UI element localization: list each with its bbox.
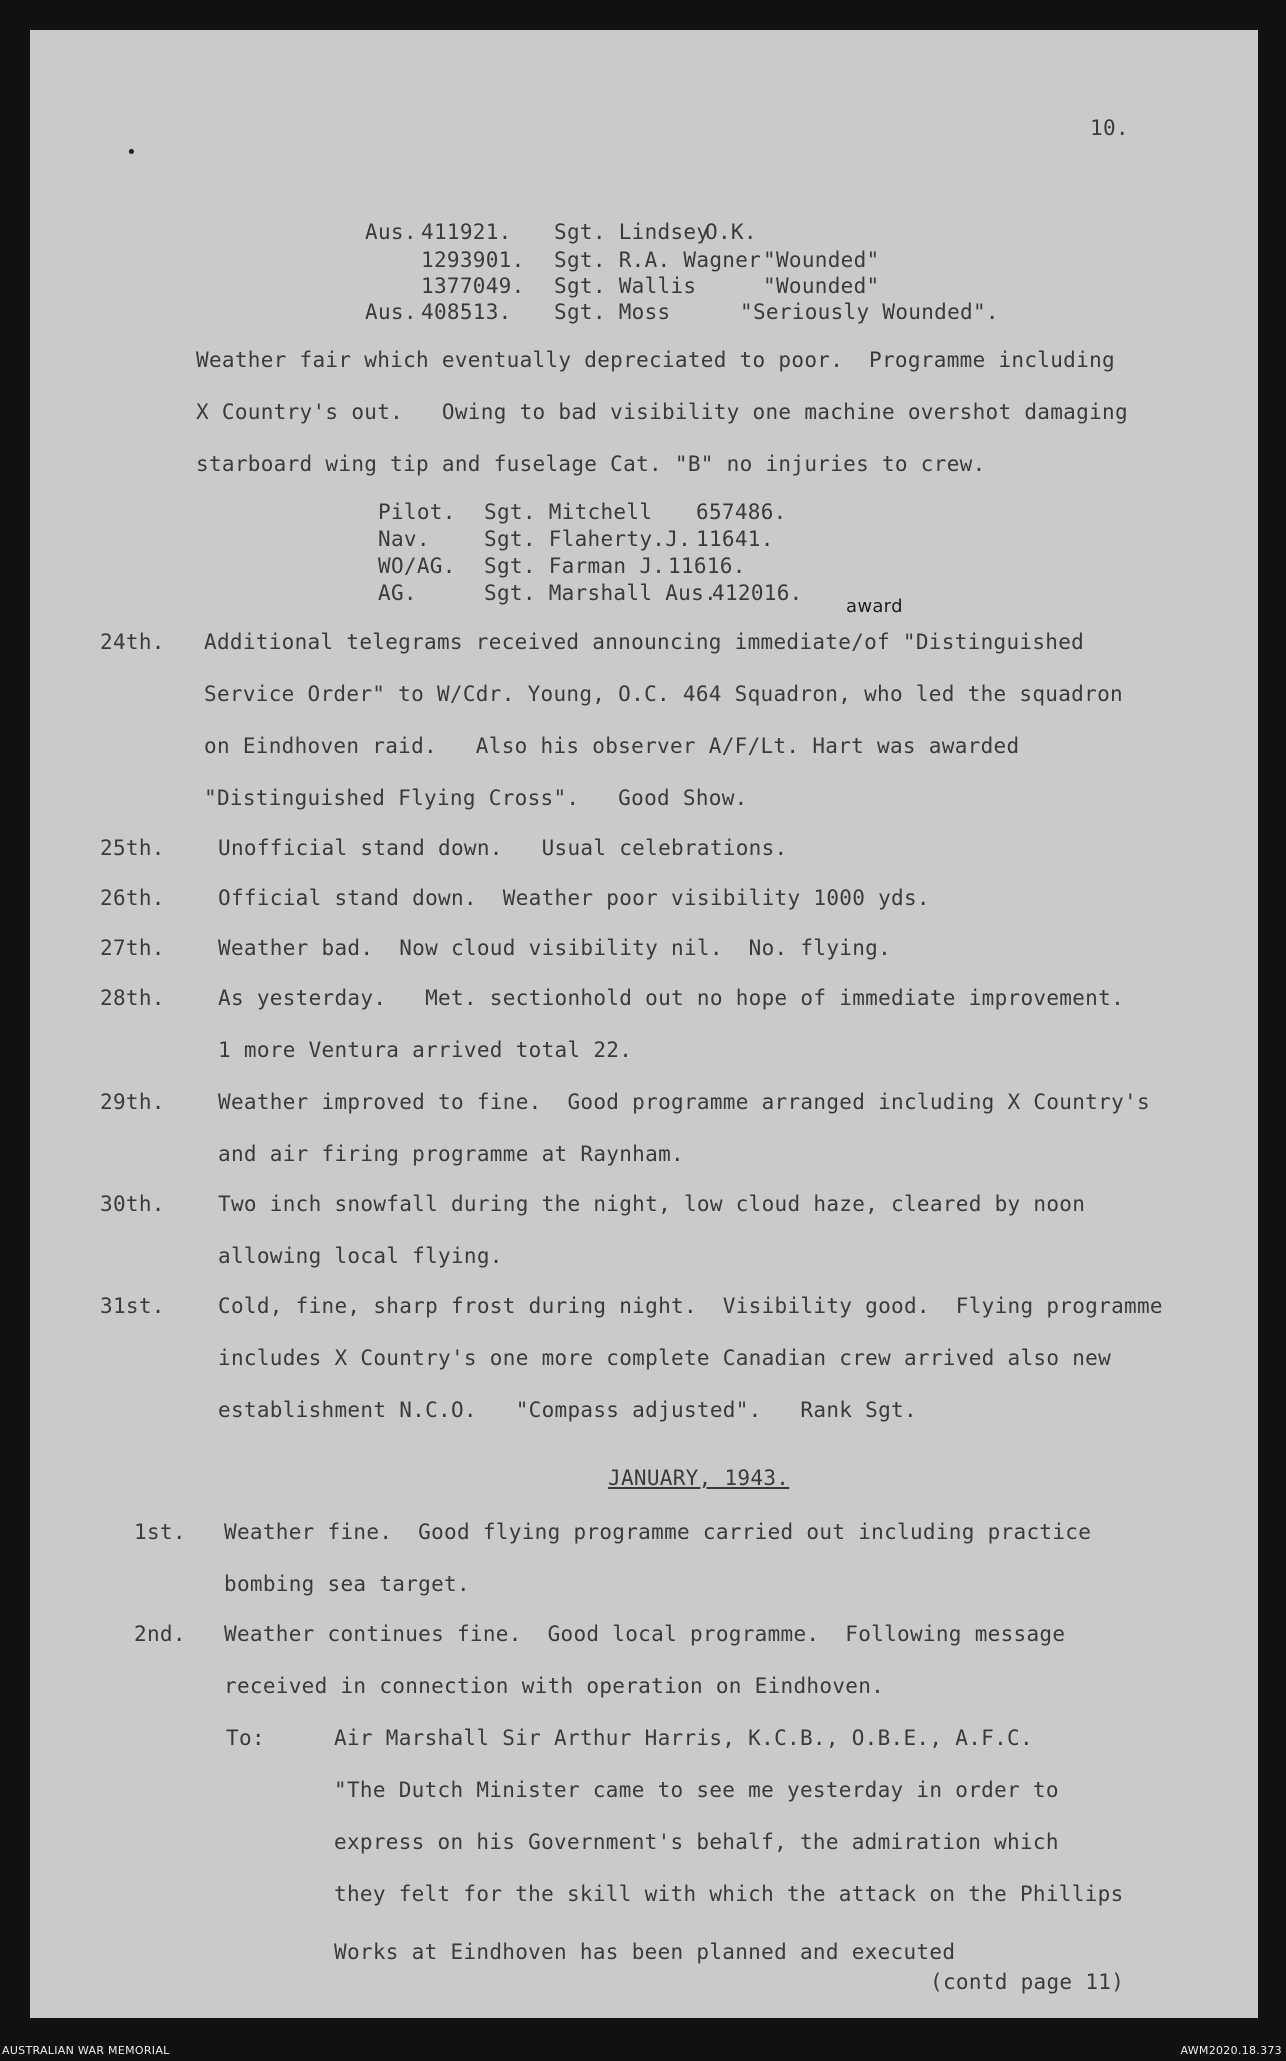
entry-line: received in connection with operation on Eindhoven. bbox=[224, 1674, 885, 1698]
entry-line: establishment N.C.O. "Compass adjusted". Rank Sgt. bbox=[218, 1398, 917, 1422]
entry-date: 25th. bbox=[100, 836, 165, 860]
casualty-status: O.K. bbox=[705, 220, 757, 244]
crew-name: Sgt. Marshall Aus. bbox=[484, 581, 717, 605]
casualty-prefix: Aus. bbox=[365, 220, 417, 244]
entry-line: "Distinguished Flying Cross". Good Show. bbox=[204, 786, 748, 810]
crew-role: WO/AG. bbox=[378, 554, 456, 578]
entry-line: and air firing programme at Raynham. bbox=[218, 1142, 684, 1166]
entry-line: Additional telegrams received announcing immediate/of "Distinguished bbox=[204, 630, 1085, 654]
message-line: express on his Government's behalf, the admiration which bbox=[334, 1830, 1059, 1854]
section-heading: JANUARY, 1943. bbox=[608, 1466, 790, 1490]
message-line: they felt for the skill with which the attack on the Phillips bbox=[334, 1882, 1124, 1906]
message-to-label: To: bbox=[226, 1726, 265, 1750]
entry-date: 27th. bbox=[100, 936, 165, 960]
document-page bbox=[30, 30, 1258, 2018]
inserted-word: award bbox=[846, 596, 903, 617]
casualty-number: 1293901. bbox=[421, 248, 525, 272]
crew-role: Nav. bbox=[378, 527, 430, 551]
message-line: "The Dutch Minister came to see me yesterday in order to bbox=[334, 1778, 1059, 1802]
crew-name: Sgt. Flaherty.J. bbox=[484, 527, 692, 551]
message-line: Works at Eindhoven has been planned and executed bbox=[334, 1940, 956, 1964]
casualty-name: Sgt. R.A. Wagner bbox=[554, 248, 762, 272]
entry-date: 28th. bbox=[100, 986, 165, 1010]
ink-mark: • bbox=[126, 142, 137, 163]
crew-number: 412016. bbox=[712, 581, 803, 605]
casualty-number: 411921. bbox=[421, 220, 512, 244]
paragraph-line: X Country's out. Owing to bad visibility one machine overshot damaging bbox=[196, 400, 1128, 424]
crew-name: Sgt. Mitchell bbox=[484, 500, 653, 524]
casualty-status: "Wounded" bbox=[763, 274, 880, 298]
entry-line: Weather bad. Now cloud visibility nil. No. flying. bbox=[218, 936, 892, 960]
casualty-status: "Wounded" bbox=[763, 248, 880, 272]
entry-line: Weather fine. Good flying programme carried out including practice bbox=[224, 1520, 1092, 1544]
casualty-name: Sgt. Lindsey bbox=[554, 220, 710, 244]
entry-date: 26th. bbox=[100, 886, 165, 910]
entry-line: allowing local flying. bbox=[218, 1244, 503, 1268]
crew-role: Pilot. bbox=[378, 500, 456, 524]
crew-name: Sgt. Farman J. bbox=[484, 554, 666, 578]
crew-number: 11641. bbox=[696, 527, 774, 551]
paragraph-line: starboard wing tip and fuselage Cat. "B" no injuries to crew. bbox=[196, 452, 986, 476]
entry-date: 2nd. bbox=[134, 1622, 186, 1646]
footer-institution: AUSTRALIAN WAR MEMORIAL bbox=[2, 2044, 170, 2057]
footer-catalogue-number: AWM2020.18.373 bbox=[1180, 2044, 1282, 2057]
casualty-prefix: Aus. bbox=[365, 300, 417, 324]
casualty-name: Sgt. Wallis bbox=[554, 274, 697, 298]
entry-line: Unofficial stand down. Usual celebrations. bbox=[218, 836, 788, 860]
casualty-status: "Seriously Wounded". bbox=[740, 300, 999, 324]
entry-date: 30th. bbox=[100, 1192, 165, 1216]
entry-line: Official stand down. Weather poor visibility 1000 yds. bbox=[218, 886, 930, 910]
crew-number: 657486. bbox=[696, 500, 787, 524]
casualty-number: 408513. bbox=[421, 300, 512, 324]
entry-line: on Eindhoven raid. Also his observer A/F/Lt. Hart was awarded bbox=[204, 734, 1020, 758]
crew-number: 11616. bbox=[668, 554, 746, 578]
entry-line: Service Order" to W/Cdr. Young, O.C. 464 Squadron, who led the squadron bbox=[204, 682, 1123, 706]
crew-role: AG. bbox=[378, 581, 417, 605]
message-addressee: Air Marshall Sir Arthur Harris, K.C.B., O.B.E., A.F.C. bbox=[334, 1726, 1033, 1750]
entry-line: includes X Country's one more complete Canadian crew arrived also new bbox=[218, 1346, 1112, 1370]
entry-line: Weather continues fine. Good local programme. Following message bbox=[224, 1622, 1066, 1646]
entry-date: 29th. bbox=[100, 1090, 165, 1114]
entry-date: 24th. bbox=[100, 630, 165, 654]
casualty-name: Sgt. Moss bbox=[554, 300, 671, 324]
entry-date: 1st. bbox=[134, 1520, 186, 1544]
entry-line: Weather improved to fine. Good programme arranged including X Country's bbox=[218, 1090, 1150, 1114]
entry-line: Cold, fine, sharp frost during night. Visibility good. Flying programme bbox=[218, 1294, 1163, 1318]
entry-date: 31st. bbox=[100, 1294, 165, 1318]
entry-line: Two inch snowfall during the night, low cloud haze, cleared by noon bbox=[218, 1192, 1086, 1216]
entry-line: 1 more Ventura arrived total 22. bbox=[218, 1038, 633, 1062]
page-number: 10. bbox=[1090, 116, 1129, 140]
continued-note: (contd page 11) bbox=[930, 1970, 1125, 1994]
entry-line: As yesterday. Met. sectionhold out no hope of immediate improvement. bbox=[218, 986, 1125, 1010]
casualty-number: 1377049. bbox=[421, 274, 525, 298]
paragraph-line: Weather fair which eventually depreciated to poor. Programme including bbox=[196, 348, 1115, 372]
entry-line: bombing sea target. bbox=[224, 1572, 470, 1596]
